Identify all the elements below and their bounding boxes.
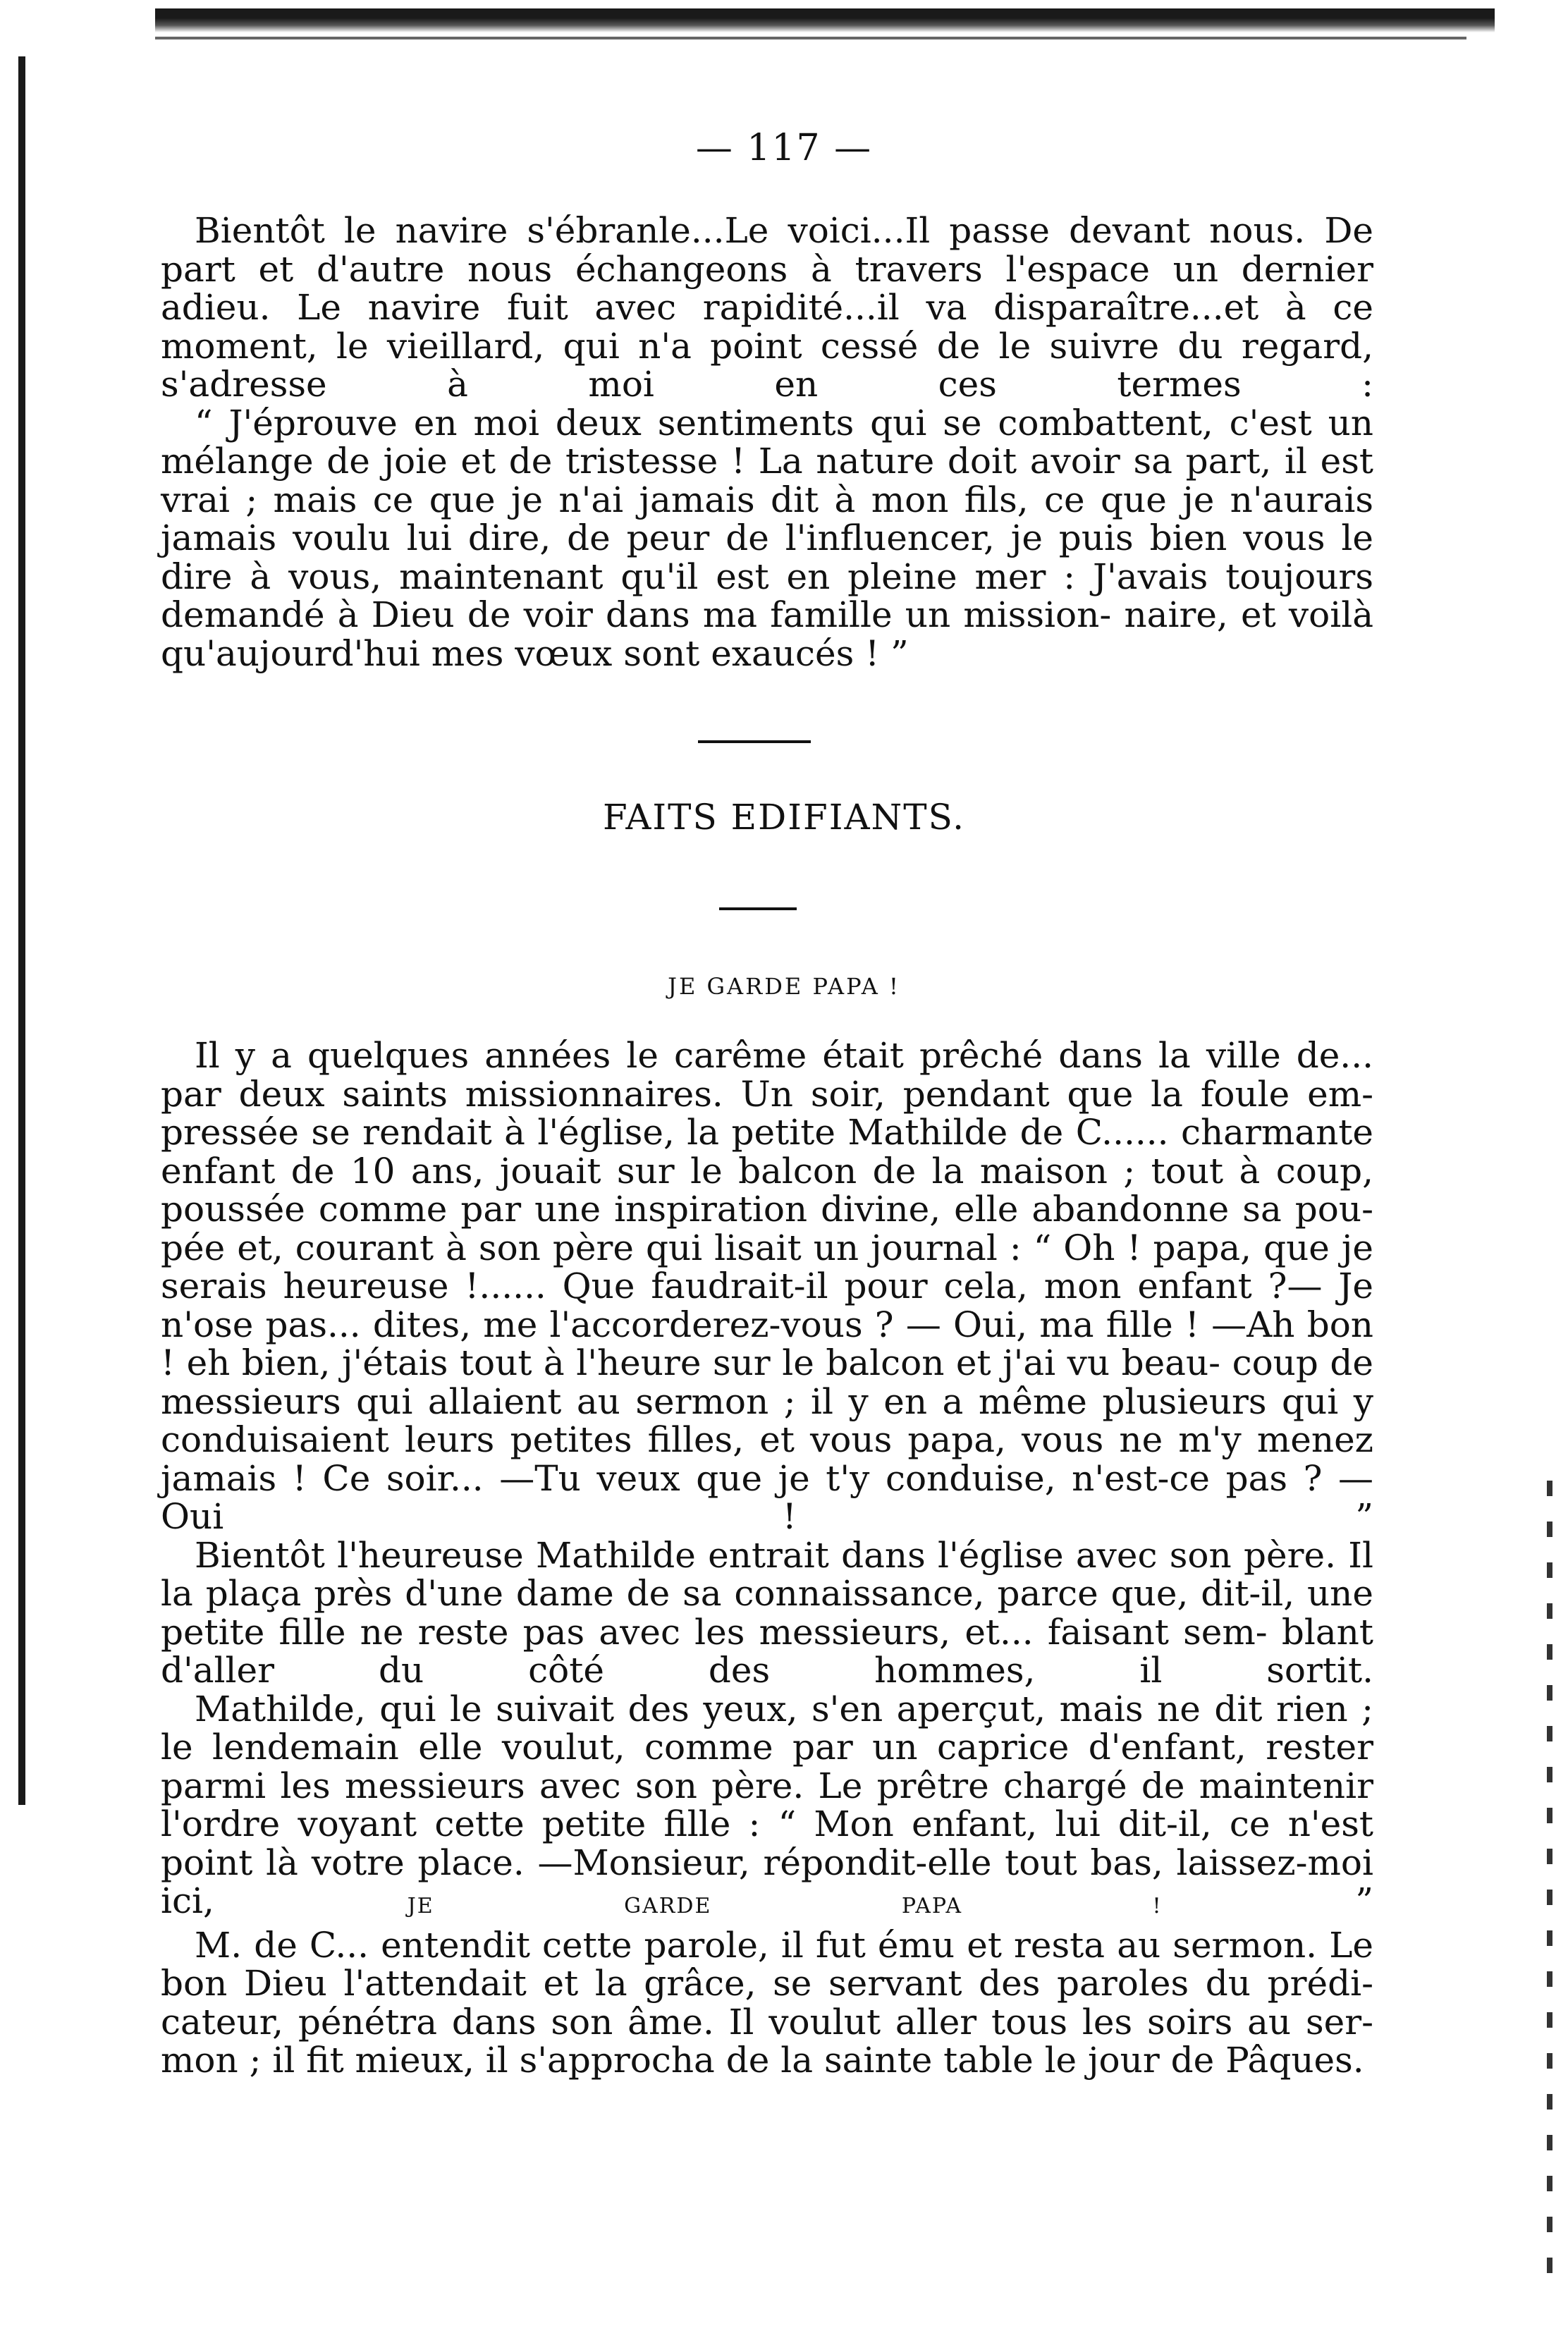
line: mélange de joie et de tristesse ! La nature doit avoir sa part, xyxy=(161,441,1272,482)
line: Il y a quelques années le carême était prêché dans la ville de... xyxy=(195,1035,1373,1076)
right-edge-specks xyxy=(1547,1481,1552,2277)
line: le lendemain elle voulut, comme par un caprice d'enfant, rester xyxy=(161,1727,1373,1768)
text-block-story xyxy=(161,1036,1373,2080)
line: l'ordre voyant cette petite fille : “ Mon enfant, lui dit-il, ce n'est point xyxy=(161,1804,1373,1883)
paragraph-4 xyxy=(161,1536,1373,1690)
text-block-top xyxy=(161,212,1373,673)
line: parmi les messieurs avec son père. Le prêtre chargé de maintenir xyxy=(161,1765,1373,1806)
line: par deux saints missionnaires. Un soir, pendant que la foule em- xyxy=(161,1073,1373,1115)
top-border-thin-rule xyxy=(155,37,1466,39)
closing-quote-mark: ” xyxy=(1162,1880,1373,1921)
line: menez jamais ! Ce soir... —Tu veux que je t'y conduise, n'est-ce xyxy=(161,1419,1373,1499)
line: Mathilde, qui le suivait des yeux, s'en aperçut, mais ne dit rien ; xyxy=(195,1688,1373,1729)
page-number: — 117 — xyxy=(695,127,873,169)
line: une petite fille ne reste pas avec les messieurs, et... faisant sem- xyxy=(161,1573,1373,1653)
line: coup de messieurs qui allaient au sermon ; il y en a même plusieurs xyxy=(161,1342,1373,1422)
line: n'aurais jamais voulu lui dire, de peur de l'influencer, je puis bien xyxy=(161,479,1373,558)
section-title: FAITS EDIFIANTS. xyxy=(602,797,966,838)
line: Il la plaça près d'une dame de sa connaissance, parce que, dit-il, xyxy=(161,1534,1373,1614)
line: blant d'aller du côté des hommes, il sortit. xyxy=(161,1611,1373,1691)
story-subtitle: JE GARDE PAPA ! xyxy=(668,973,900,1000)
line: De part et d'autre nous échangeons à travers l'espace un dernier xyxy=(161,210,1373,290)
paragraph-2 xyxy=(161,404,1373,673)
line: moment, le vieillard, qui n'a point cessé de le suivre du regard, xyxy=(161,325,1373,367)
line: Bientôt le navire s'ébranle...Le voici...Il passe devant nous. xyxy=(195,210,1306,251)
line: je serais heureuse !...... Que faudrait-il pour cela, mon enfant ?— xyxy=(161,1227,1373,1306)
line: il est vrai ; mais ce que je n'ai jamais dit à mon fils, ce que je xyxy=(161,441,1373,520)
paragraph-6 xyxy=(161,1926,1373,2080)
left-margin-line xyxy=(18,56,25,1805)
line: bon ! eh bien, j'étais tout à l'heure sur le balcon et j'ai vu beau- xyxy=(161,1304,1373,1383)
line: s'adresse à moi en ces termes : xyxy=(161,364,1373,405)
line: qui y conduisaient leurs petites filles, et vous papa, vous ne m'y xyxy=(161,1380,1373,1460)
line: adieu. Le navire fuit avec rapidité...il va disparaître...et à ce xyxy=(161,287,1373,328)
line: M. de C... entendit cette parole, il fut ému et resta au sermon. xyxy=(195,1924,1318,1966)
line: Je n'ose pas... dites, me l'accorderez-vous ? — Oui, ma fille ! —Ah xyxy=(161,1266,1373,1345)
line: naire, et voilà qu'aujourd'hui mes vœux sont exaucés ! ” xyxy=(161,594,1374,674)
line: vous le dire à vous, maintenant qu'il est en pleine mer : J'avais xyxy=(161,518,1373,597)
section-divider-top xyxy=(698,740,811,743)
paragraph-3 xyxy=(161,1036,1373,1536)
section-divider-bottom xyxy=(719,907,797,910)
line: enfant de 10 ans, jouait sur le balcon de la maison ; tout à coup, xyxy=(161,1150,1373,1192)
line: pressée se rendait à l'église, la petite Mathilde de C...... charmante xyxy=(161,1112,1373,1153)
line: Le bon Dieu l'attendait et la grâce, se servant des paroles du prédi- xyxy=(161,1924,1373,2004)
top-border-rule xyxy=(155,8,1495,32)
line: Bientôt l'heureuse Mathilde entrait dans l'église avec son père. xyxy=(195,1534,1336,1576)
closing-smallcaps: JE GARDE PAPA ! xyxy=(407,1894,1163,1918)
line: là votre place. —Monsieur, répondit-elle tout bas, laissez-moi ici, xyxy=(161,1842,1373,1921)
line: cateur, pénétra dans son âme. Il voulut aller tous les soirs au ser- xyxy=(161,2001,1373,2043)
paragraph-1 xyxy=(161,212,1373,404)
line: “ J'éprouve en moi deux sentiments qui se combattent, c'est un xyxy=(195,402,1373,443)
line: toujours demandé à Dieu de voir dans ma famille un mission- xyxy=(161,556,1373,635)
line: poussée comme par une inspiration divine, elle abandonne sa pou- xyxy=(161,1189,1373,1230)
paragraph-5 xyxy=(161,1690,1373,1926)
line: mon ; il fit mieux, il s'approcha de la sainte table le jour de Pâques. xyxy=(161,2040,1364,2081)
line: pas ? —Oui ! ” xyxy=(161,1457,1374,1537)
line: pée et, courant à son père qui lisait un journal : “ Oh ! papa, que xyxy=(161,1227,1330,1268)
